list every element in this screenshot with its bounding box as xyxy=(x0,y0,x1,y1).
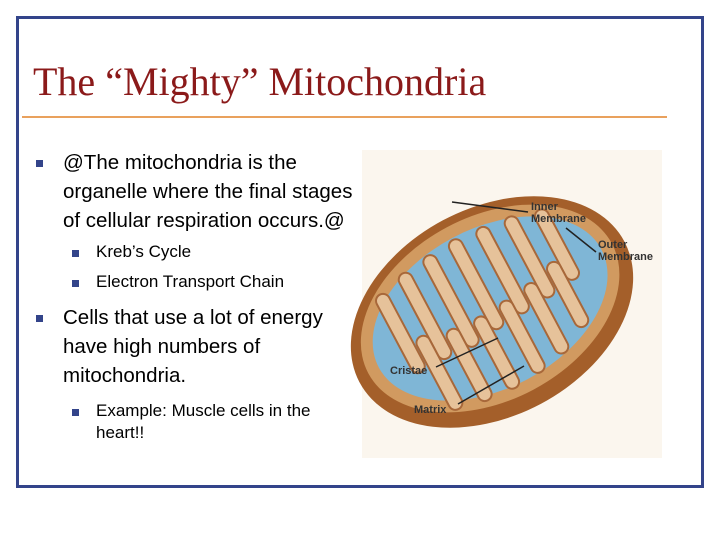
mitochondria-illustration xyxy=(342,132,662,458)
bullet-item xyxy=(30,303,360,390)
label-cristae: Cristae xyxy=(390,365,428,377)
sub-bullet-text: Kreb’s Cycle xyxy=(96,242,192,261)
sub-bullet-text: Electron Transport Chain xyxy=(96,272,285,291)
bullet-marker-icon xyxy=(72,280,79,287)
bullet-text: Cells that use a lot of energy have high numbers of mitochondria. xyxy=(63,306,323,387)
label-matrix: Matrix xyxy=(414,404,447,416)
sub-bullet-item xyxy=(30,241,360,263)
bullet-marker-icon xyxy=(36,315,43,322)
label-outer-membrane: Membrane xyxy=(598,251,654,263)
sub-bullet-item xyxy=(30,271,360,293)
bullet-marker-icon xyxy=(36,160,43,167)
bullet-marker-icon xyxy=(72,409,79,416)
bullet-marker-icon xyxy=(72,250,79,257)
label-inner-membrane: Inner xyxy=(531,201,558,213)
mitochondria-diagram xyxy=(342,132,662,458)
bullet-list xyxy=(30,148,360,452)
bullet-item xyxy=(30,148,360,235)
label-outer-membrane: Outer xyxy=(598,239,628,251)
label-inner-membrane: Membrane xyxy=(531,213,587,225)
title-underline xyxy=(22,116,667,118)
slide-title: The “Mighty” Mitochondria xyxy=(33,59,487,104)
sub-bullet-text: Example: Muscle cells in the heart!! xyxy=(96,401,311,442)
sub-bullet-item xyxy=(30,400,360,444)
bullet-text: @The mitochondria is the organelle where the final stages of cellular respiration occurs.@ xyxy=(63,151,353,232)
